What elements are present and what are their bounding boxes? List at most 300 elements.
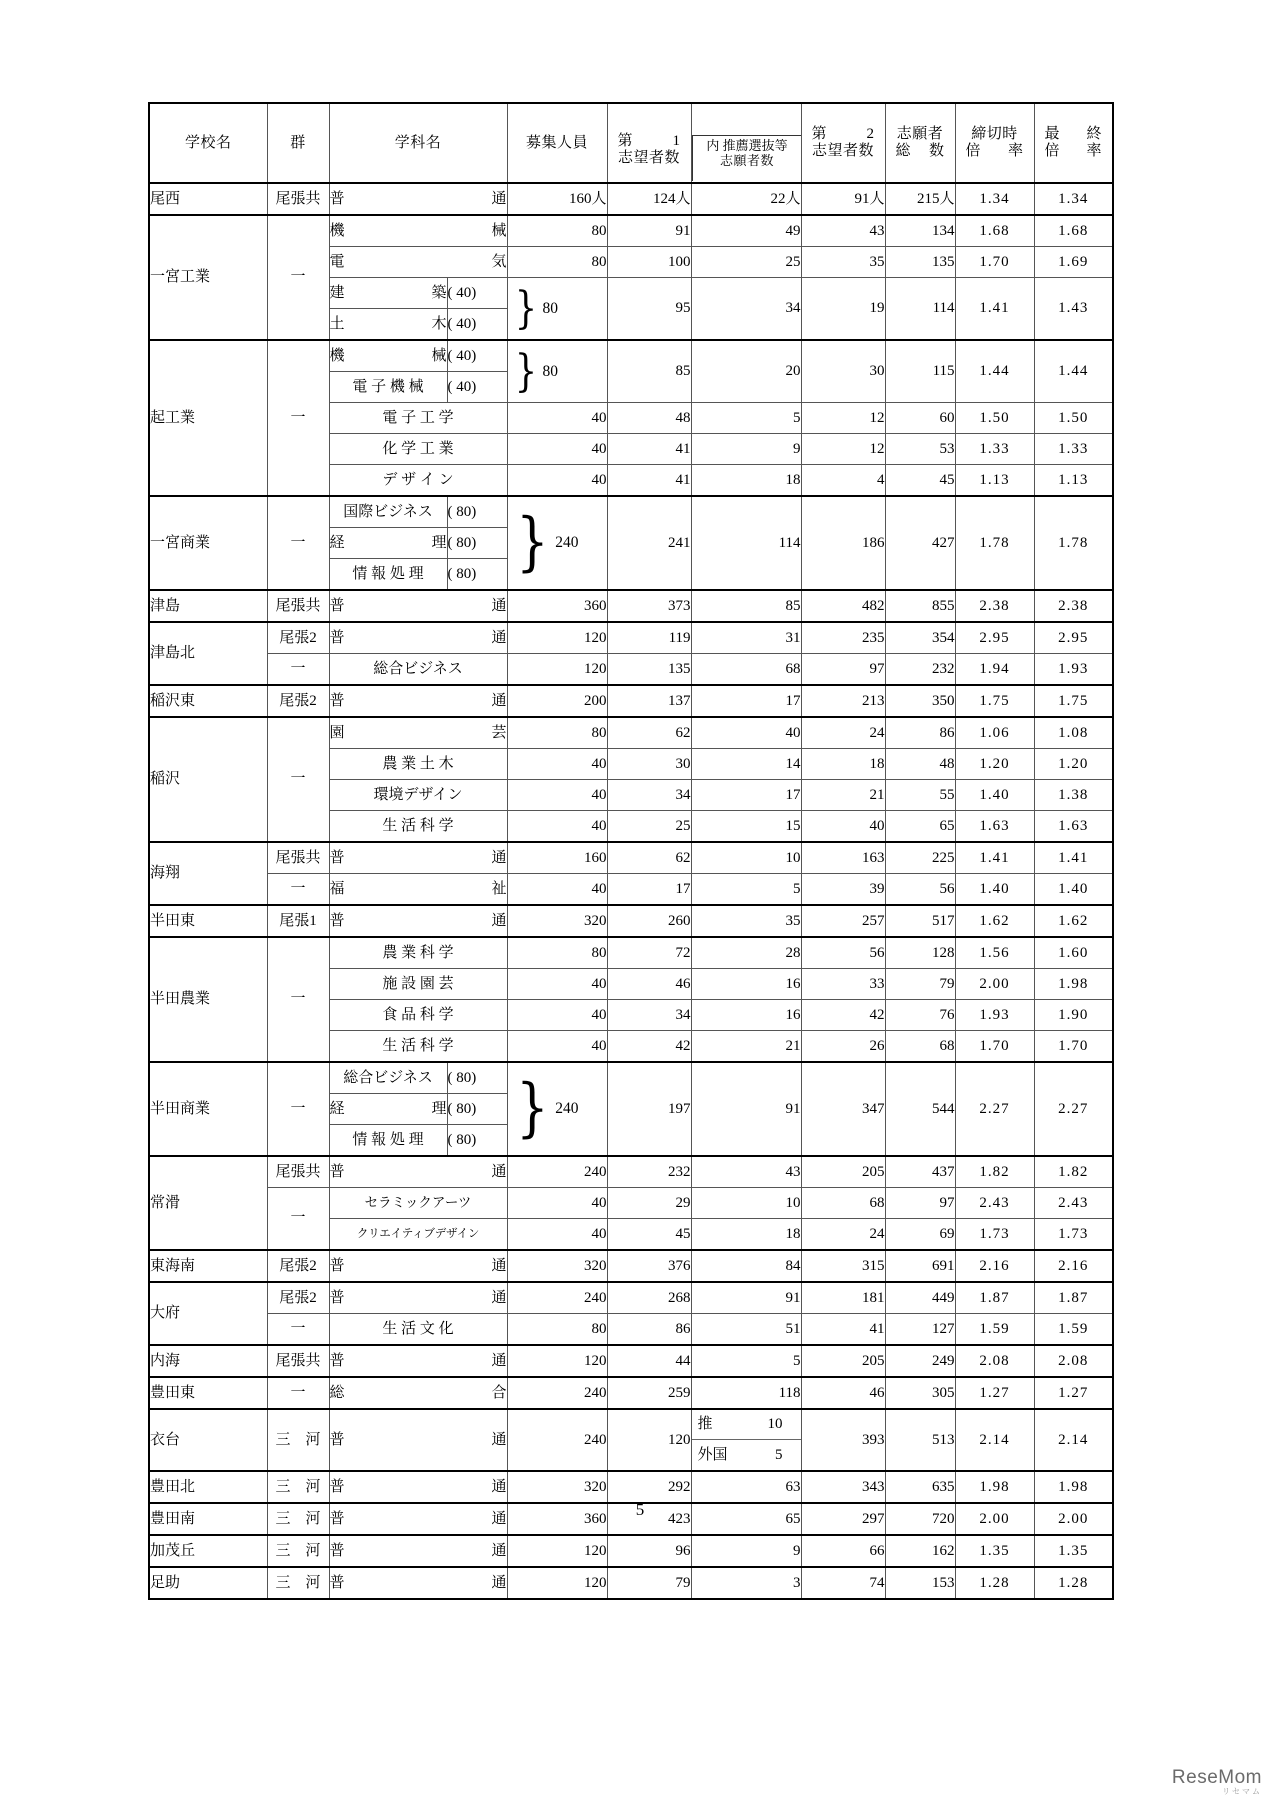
cell-first-choice: 25: [607, 811, 691, 843]
cell-department: 普 通: [329, 1503, 507, 1535]
cell-first-choice: 30: [607, 749, 691, 780]
cell-recommended: 68: [691, 654, 801, 686]
cell-group: 尾張共: [267, 183, 329, 215]
cell-quota: 240: [507, 1377, 607, 1409]
cell-recommended: 9: [691, 1535, 801, 1567]
table-row: [149, 622, 1113, 654]
cell-total: 513: [885, 1409, 955, 1471]
cell-first-choice: 34: [607, 780, 691, 811]
cell-final-ratio: 1.40: [1034, 874, 1113, 906]
cell-second-choice: 186: [801, 496, 885, 590]
cell-total: 544: [885, 1062, 955, 1156]
cell-quota: 240: [507, 1156, 607, 1188]
cell-first-choice: 135: [607, 654, 691, 686]
cell-department: クリエイティブデザイン: [329, 1219, 507, 1251]
cell-final-ratio: 1.82: [1034, 1156, 1113, 1188]
cell-quota: 120: [507, 622, 607, 654]
cell-second-choice: 235: [801, 622, 885, 654]
cell-group: 尾張1: [267, 905, 329, 937]
cell-school-name: 東海南: [149, 1250, 267, 1282]
cell-first-choice: 241: [607, 496, 691, 590]
cell-final-ratio: 2.16: [1034, 1250, 1113, 1282]
cell-first-choice: 120: [607, 1409, 691, 1471]
table-row: [149, 183, 1113, 215]
cell-department-subquota: ( 80): [447, 559, 507, 591]
cell-department: 情 報 処 理: [329, 1125, 447, 1157]
cell-final-ratio: 1.73: [1034, 1219, 1113, 1251]
header-second-choice-count: 志望者数: [812, 143, 875, 159]
cell-final-ratio: 1.98: [1034, 1471, 1113, 1503]
cell-final-ratio: 1.38: [1034, 780, 1113, 811]
cell-quota: } 80: [507, 278, 607, 341]
cell-deadline-ratio: 1.78: [955, 496, 1034, 590]
page-number: 5: [635, 1500, 645, 1519]
cell-second-choice: 39: [801, 874, 885, 906]
cell-school-name: 豊田東: [149, 1377, 267, 1409]
cell-department-subquota: ( 40): [447, 309, 507, 341]
cell-department: 普 通: [329, 1567, 507, 1599]
cell-total: 215人: [885, 183, 955, 215]
table-row: [149, 1062, 1113, 1094]
table-row: [149, 842, 1113, 874]
cell-first-choice: 72: [607, 937, 691, 969]
header-second-choice: [801, 103, 885, 183]
cell-department: 環境デザイン: [329, 780, 507, 811]
cell-school-name: 津島北: [149, 622, 267, 685]
header-first-choice: [607, 103, 691, 183]
cell-department-subquota: ( 80): [447, 1094, 507, 1125]
cell-group: 尾張2: [267, 1250, 329, 1282]
cell-first-choice: 45: [607, 1219, 691, 1251]
cell-quota: 240: [507, 1282, 607, 1314]
admissions-table-container: [148, 102, 1112, 1600]
cell-final-ratio: 1.13: [1034, 465, 1113, 497]
cell-department: 普 通: [329, 1471, 507, 1503]
cell-first-choice: 292: [607, 1471, 691, 1503]
cell-department: 食 品 科 学: [329, 1000, 507, 1031]
cell-deadline-ratio: 1.20: [955, 749, 1034, 780]
cell-group: 三 河: [267, 1567, 329, 1599]
cell-total: 65: [885, 811, 955, 843]
cell-first-choice: 44: [607, 1345, 691, 1377]
header-final-ratio-shu: 終: [1086, 126, 1103, 143]
cell-recommended: 63: [691, 1471, 801, 1503]
table-row: [149, 685, 1113, 717]
cell-second-choice: 24: [801, 717, 885, 749]
cell-school-name: 内海: [149, 1345, 267, 1377]
cell-group: 尾張共: [267, 1156, 329, 1188]
cell-recommended: 3: [691, 1567, 801, 1599]
cell-recommended: 25: [691, 247, 801, 278]
cell-deadline-ratio: 1.63: [955, 811, 1034, 843]
cell-quota: 320: [507, 1471, 607, 1503]
cell-deadline-ratio: 1.41: [955, 278, 1034, 341]
cell-quota: 40: [507, 969, 607, 1000]
cell-first-choice: 29: [607, 1188, 691, 1219]
cell-quota: 40: [507, 434, 607, 465]
cell-school-name: 稲沢東: [149, 685, 267, 717]
cell-quota: 360: [507, 590, 607, 622]
cell-final-ratio: 2.38: [1034, 590, 1113, 622]
cell-final-ratio: 2.27: [1034, 1062, 1113, 1156]
cell-second-choice: 393: [801, 1409, 885, 1471]
cell-quota: 120: [507, 654, 607, 686]
cell-department: 普 通: [329, 1535, 507, 1567]
cell-recommended: 49: [691, 215, 801, 247]
cell-second-choice: 33: [801, 969, 885, 1000]
cell-department: 普 通: [329, 1250, 507, 1282]
cell-recommended: 21: [691, 1031, 801, 1063]
cell-final-ratio: 2.43: [1034, 1188, 1113, 1219]
cell-quota: 40: [507, 1188, 607, 1219]
cell-final-ratio: 2.14: [1034, 1409, 1113, 1471]
cell-recommended: 40: [691, 717, 801, 749]
cell-final-ratio: 2.08: [1034, 1345, 1113, 1377]
cell-first-choice: 259: [607, 1377, 691, 1409]
header-second-choice-dai: 第: [811, 126, 828, 143]
cell-recommended: 18: [691, 1219, 801, 1251]
cell-group: 一: [267, 1062, 329, 1156]
cell-first-choice: 41: [607, 434, 691, 465]
cell-deadline-ratio: 1.27: [955, 1377, 1034, 1409]
cell-second-choice: 12: [801, 403, 885, 434]
cell-department: 普 通: [329, 842, 507, 874]
cell-recommended-split-top-value: 10: [767, 1416, 783, 1433]
header-department-name: 学科名: [329, 103, 507, 183]
cell-quota: 40: [507, 749, 607, 780]
cell-final-ratio: 1.70: [1034, 1031, 1113, 1063]
cell-recommended: 84: [691, 1250, 801, 1282]
cell-second-choice: 24: [801, 1219, 885, 1251]
cell-second-choice: 213: [801, 685, 885, 717]
cell-final-ratio: 1.87: [1034, 1282, 1113, 1314]
header-quota: 募集人員: [507, 103, 607, 183]
header-final-ratio-ritsu: 率: [1086, 143, 1103, 159]
cell-deadline-ratio: 1.40: [955, 780, 1034, 811]
cell-second-choice: 97: [801, 654, 885, 686]
cell-deadline-ratio: 1.40: [955, 874, 1034, 906]
table-row: [149, 1188, 1113, 1219]
cell-quota: 200: [507, 685, 607, 717]
cell-recommended: 17: [691, 685, 801, 717]
cell-department-subquota: ( 80): [447, 528, 507, 559]
cell-second-choice: 74: [801, 1567, 885, 1599]
cell-deadline-ratio: 1.06: [955, 717, 1034, 749]
cell-quota: 40: [507, 1031, 607, 1063]
cell-first-choice: 100: [607, 247, 691, 278]
cell-first-choice: 17: [607, 874, 691, 906]
cell-group: 三 河: [267, 1409, 329, 1471]
cell-school-name: 半田農業: [149, 937, 267, 1062]
cell-group: 三 河: [267, 1471, 329, 1503]
cell-recommended: 9: [691, 434, 801, 465]
cell-department: 機 械: [329, 340, 447, 372]
cell-second-choice: 41: [801, 1314, 885, 1346]
cell-group: 一: [267, 215, 329, 340]
cell-total: 60: [885, 403, 955, 434]
cell-deadline-ratio: 1.73: [955, 1219, 1034, 1251]
cell-recommended-split-bottom-label: 外国: [697, 1446, 728, 1463]
cell-final-ratio: 1.90: [1034, 1000, 1113, 1031]
cell-second-choice: 181: [801, 1282, 885, 1314]
cell-quota: } 240: [507, 1062, 607, 1156]
cell-school-name: 起工業: [149, 340, 267, 496]
cell-first-choice: 119: [607, 622, 691, 654]
cell-quota: 40: [507, 811, 607, 843]
cell-department: 施 設 園 芸: [329, 969, 507, 1000]
cell-recommended: 28: [691, 937, 801, 969]
cell-total: 134: [885, 215, 955, 247]
cell-deadline-ratio: 1.33: [955, 434, 1034, 465]
cell-group: 一: [267, 874, 329, 906]
cell-deadline-ratio: 1.28: [955, 1567, 1034, 1599]
cell-total: 720: [885, 1503, 955, 1535]
cell-school-name: 常滑: [149, 1156, 267, 1250]
cell-quota: } 80: [507, 340, 607, 403]
cell-recommended: 91: [691, 1282, 801, 1314]
cell-final-ratio: 1.50: [1034, 403, 1113, 434]
cell-final-ratio: 1.69: [1034, 247, 1113, 278]
cell-final-ratio: 1.35: [1034, 1535, 1113, 1567]
cell-department: 普 通: [329, 183, 507, 215]
cell-second-choice: 12: [801, 434, 885, 465]
cell-second-choice: 205: [801, 1156, 885, 1188]
cell-department: 化 学 工 業: [329, 434, 507, 465]
cell-second-choice: 66: [801, 1535, 885, 1567]
cell-total: 128: [885, 937, 955, 969]
cell-department-subquota: ( 40): [447, 372, 507, 403]
cell-first-choice: 232: [607, 1156, 691, 1188]
cell-second-choice: 482: [801, 590, 885, 622]
cell-deadline-ratio: 2.27: [955, 1062, 1034, 1156]
cell-first-choice: 86: [607, 1314, 691, 1346]
cell-total: 55: [885, 780, 955, 811]
cell-department: 総合ビジネス: [329, 654, 507, 686]
cell-group: 一: [267, 496, 329, 590]
cell-deadline-ratio: 2.38: [955, 590, 1034, 622]
cell-total: 635: [885, 1471, 955, 1503]
table-row: [149, 937, 1113, 969]
cell-recommended: 17: [691, 780, 801, 811]
cell-group: 一: [267, 654, 329, 686]
cell-total: 69: [885, 1219, 955, 1251]
header-first-choice-dai: 第: [617, 132, 634, 149]
cell-department-subquota: ( 80): [447, 496, 507, 528]
cell-department: 建 築: [329, 278, 447, 309]
cell-final-ratio: 2.00: [1034, 1503, 1113, 1535]
cell-recommended: 65: [691, 1503, 801, 1535]
cell-group: 一: [267, 1377, 329, 1409]
cell-department: 生 活 文 化: [329, 1314, 507, 1346]
header-final-ratio: [1034, 103, 1113, 183]
cell-total: 79: [885, 969, 955, 1000]
cell-final-ratio: 1.98: [1034, 969, 1113, 1000]
cell-second-choice: 18: [801, 749, 885, 780]
cell-deadline-ratio: 2.08: [955, 1345, 1034, 1377]
cell-second-choice: 205: [801, 1345, 885, 1377]
header-recommended-applicants: [691, 103, 801, 183]
cell-first-choice: 41: [607, 465, 691, 497]
cell-total: 350: [885, 685, 955, 717]
cell-second-choice: 19: [801, 278, 885, 341]
cell-department: 経 理: [329, 528, 447, 559]
cell-group: 三 河: [267, 1535, 329, 1567]
cell-final-ratio: 1.20: [1034, 749, 1113, 780]
cell-quota: 160: [507, 842, 607, 874]
cell-first-choice: 373: [607, 590, 691, 622]
cell-school-name: 衣台: [149, 1409, 267, 1471]
cell-group: 一: [267, 937, 329, 1062]
cell-quota: 40: [507, 465, 607, 497]
header-group: 群: [267, 103, 329, 183]
cell-quota: 40: [507, 1000, 607, 1031]
cell-school-name: 大府: [149, 1282, 267, 1345]
cell-department-subquota: ( 40): [447, 278, 507, 309]
cell-deadline-ratio: 1.50: [955, 403, 1034, 434]
cell-school-name: 加茂丘: [149, 1535, 267, 1567]
cell-first-choice: 79: [607, 1567, 691, 1599]
table-row: [149, 496, 1113, 528]
cell-total: 437: [885, 1156, 955, 1188]
cell-quota: 120: [507, 1535, 607, 1567]
cell-group: 三 河: [267, 1503, 329, 1535]
cell-recommended: 10: [691, 842, 801, 874]
cell-recommended: 18: [691, 465, 801, 497]
table-row: [149, 1282, 1113, 1314]
cell-deadline-ratio: 1.70: [955, 247, 1034, 278]
cell-department-subquota: ( 40): [447, 340, 507, 372]
cell-deadline-ratio: 1.75: [955, 685, 1034, 717]
cell-quota: 40: [507, 780, 607, 811]
cell-quota: 40: [507, 874, 607, 906]
cell-total: 68: [885, 1031, 955, 1063]
cell-total: 517: [885, 905, 955, 937]
cell-quota: 80: [507, 717, 607, 749]
cell-department-subquota: ( 80): [447, 1125, 507, 1157]
header-recommended-line1: 内 推薦選抜等: [706, 138, 788, 153]
cell-second-choice: 56: [801, 937, 885, 969]
cell-group: 一: [267, 1188, 329, 1251]
cell-total: 225: [885, 842, 955, 874]
cell-second-choice: 347: [801, 1062, 885, 1156]
cell-total: 86: [885, 717, 955, 749]
cell-total: 249: [885, 1345, 955, 1377]
cell-total: 691: [885, 1250, 955, 1282]
cell-final-ratio: 2.95: [1034, 622, 1113, 654]
header-total-line2a: 総: [895, 143, 912, 159]
table-row: [149, 874, 1113, 906]
table-row: [149, 1471, 1113, 1503]
cell-second-choice: 30: [801, 340, 885, 403]
cell-recommended: 22人: [691, 183, 801, 215]
cell-department: デ ザ イ ン: [329, 465, 507, 497]
cell-quota: 80: [507, 215, 607, 247]
header-deadline-ratio-line1: 締切時: [971, 126, 1018, 143]
cell-department: 電 子 工 学: [329, 403, 507, 434]
watermark: [1172, 1767, 1262, 1797]
cell-group: 尾張共: [267, 1345, 329, 1377]
cell-deadline-ratio: 1.68: [955, 215, 1034, 247]
header-total-line1: 志願者: [896, 126, 944, 143]
table-row: [149, 1314, 1113, 1346]
cell-department: 電 気: [329, 247, 507, 278]
cell-quota: } 240: [507, 496, 607, 590]
cell-deadline-ratio: 1.41: [955, 842, 1034, 874]
cell-first-choice: 260: [607, 905, 691, 937]
table-row: [149, 1535, 1113, 1567]
cell-department-subquota: ( 80): [447, 1062, 507, 1094]
table-row: [149, 1409, 1113, 1471]
cell-department: 普 通: [329, 622, 507, 654]
cell-group: 一: [267, 340, 329, 496]
cell-final-ratio: 1.68: [1034, 215, 1113, 247]
cell-final-ratio: 1.59: [1034, 1314, 1113, 1346]
cell-deadline-ratio: 1.44: [955, 340, 1034, 403]
cell-department: 情 報 処 理: [329, 559, 447, 591]
cell-quota: 360: [507, 1503, 607, 1535]
cell-recommended-split-top-label: 推: [697, 1416, 713, 1433]
cell-final-ratio: 1.63: [1034, 811, 1113, 843]
cell-total: 48: [885, 749, 955, 780]
table-row: [149, 654, 1113, 686]
cell-total: 76: [885, 1000, 955, 1031]
cell-second-choice: 43: [801, 215, 885, 247]
cell-final-ratio: 1.43: [1034, 278, 1113, 341]
cell-school-name: 半田東: [149, 905, 267, 937]
header-first-choice-number: 1: [672, 132, 681, 149]
cell-department: 普 通: [329, 685, 507, 717]
cell-recommended: 16: [691, 969, 801, 1000]
cell-department: 普 通: [329, 905, 507, 937]
cell-first-choice: 197: [607, 1062, 691, 1156]
cell-recommended: 31: [691, 622, 801, 654]
cell-first-choice: 95: [607, 278, 691, 341]
cell-final-ratio: 1.33: [1034, 434, 1113, 465]
cell-final-ratio: 1.60: [1034, 937, 1113, 969]
cell-second-choice: 163: [801, 842, 885, 874]
cell-school-name: 一宮商業: [149, 496, 267, 590]
cell-deadline-ratio: 1.82: [955, 1156, 1034, 1188]
cell-department: 園 芸: [329, 717, 507, 749]
header-recommended-line2: 志願者数: [720, 153, 775, 169]
cell-total: 427: [885, 496, 955, 590]
cell-quota: 120: [507, 1345, 607, 1377]
table-row: [149, 340, 1113, 372]
cell-final-ratio: 1.93: [1034, 654, 1113, 686]
cell-total: 114: [885, 278, 955, 341]
cell-recommended: 91: [691, 1062, 801, 1156]
cell-first-choice: 34: [607, 1000, 691, 1031]
cell-recommended: 20: [691, 340, 801, 403]
admissions-table: [148, 102, 1114, 1600]
cell-school-name: 半田商業: [149, 1062, 267, 1156]
cell-department: 土 木: [329, 309, 447, 341]
cell-quota: 40: [507, 1219, 607, 1251]
header-deadline-ratio-ritsu: 率: [1008, 143, 1024, 159]
cell-total: 56: [885, 874, 955, 906]
cell-group: 一: [267, 1314, 329, 1346]
cell-quota: 40: [507, 403, 607, 434]
cell-quota: 80: [507, 1314, 607, 1346]
cell-school-name: 稲沢: [149, 717, 267, 842]
header-final-ratio-bai: 倍: [1044, 143, 1061, 159]
cell-total: 153: [885, 1567, 955, 1599]
header-total-line2b: 数: [929, 143, 945, 159]
cell-department: 農 業 科 学: [329, 937, 507, 969]
cell-department: 経 理: [329, 1094, 447, 1125]
cell-department: 普 通: [329, 1345, 507, 1377]
cell-school-name: 豊田北: [149, 1471, 267, 1503]
